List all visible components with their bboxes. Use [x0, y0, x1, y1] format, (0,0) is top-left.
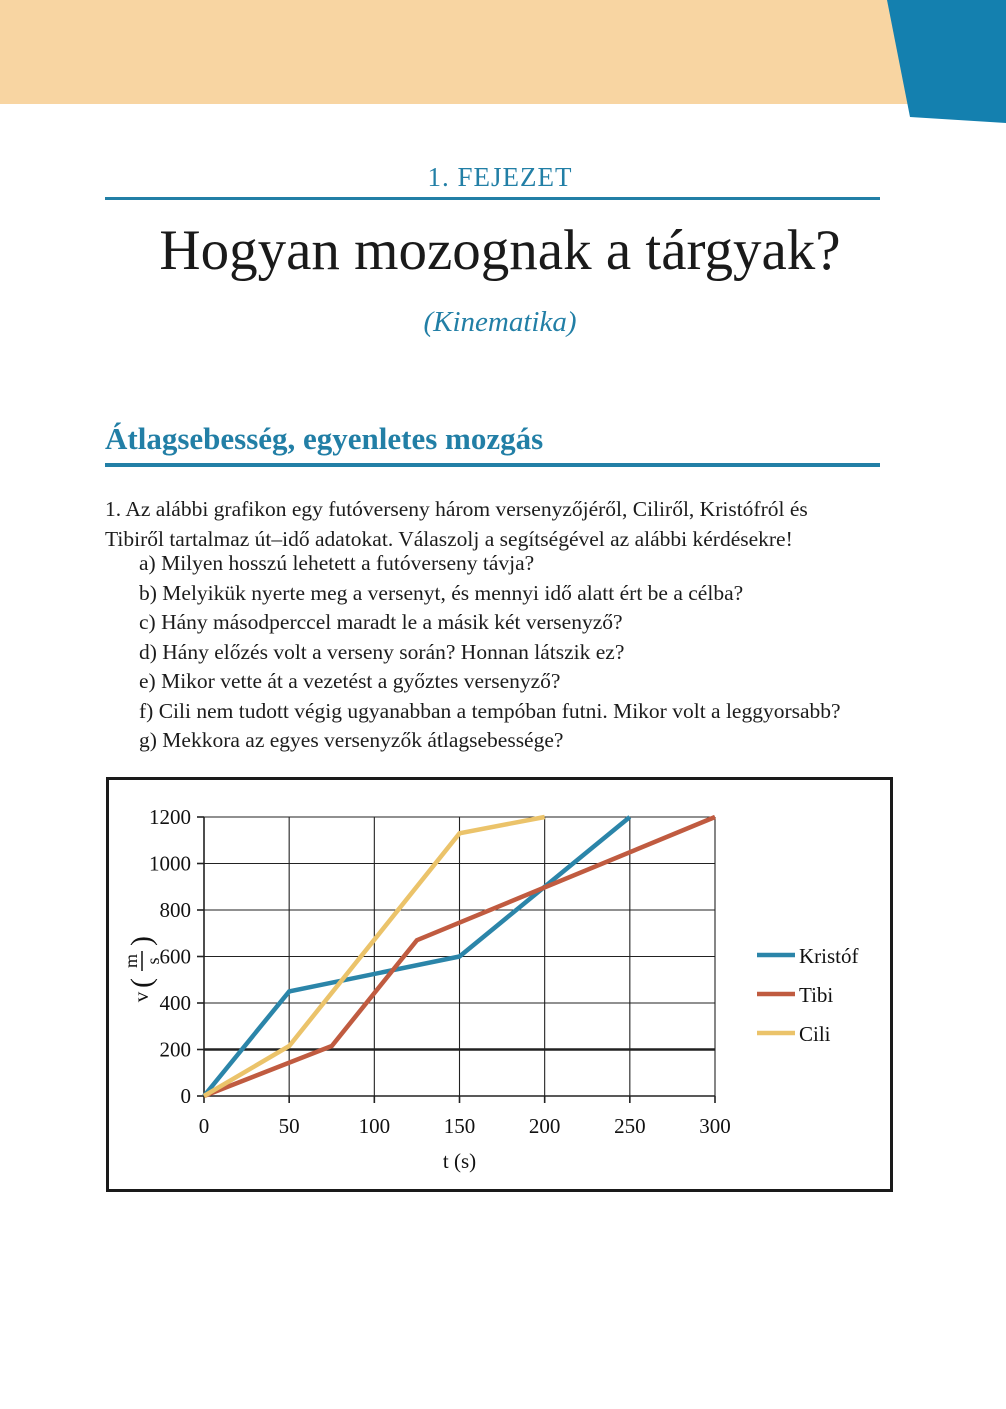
legend-label-tibi: Tibi: [799, 983, 834, 1007]
corner-triangle: [880, 0, 1006, 126]
x-axis-title: t (s): [442, 1149, 477, 1173]
question-item: g) Mekkora az egyes versenyzők átlagsebessége?: [139, 728, 564, 752]
distance-time-chart: [106, 777, 893, 1192]
legend-label-cili: Cili: [799, 1022, 831, 1046]
y-axis-fraction-denominator: s: [143, 957, 163, 965]
question-item: e) Mikor vette át a vezetést a győztes versenyző?: [139, 669, 561, 693]
chart-border: [108, 779, 892, 1191]
corner-triangle-shape: [887, 0, 1006, 123]
y-axis-title-paren-close: ): [125, 936, 158, 946]
intro-line: 1. Az alábbi grafikon egy futóverseny három versenyzőjéről, Ciliről, Kristófról és: [105, 497, 808, 521]
section-heading: Átlagsebesség, egyenletes mozgás: [105, 421, 544, 456]
chart-canvas: [106, 777, 893, 1192]
x-tick-label: 150: [443, 1114, 476, 1138]
y-tick-label: 0: [180, 1084, 191, 1108]
header-band: [0, 0, 1006, 104]
y-tick-label: 800: [159, 898, 191, 922]
question-item: f) Cili nem tudott végig ugyanabban a tempóban futni. Mikor volt a leggyorsabb?: [139, 698, 841, 723]
y-tick-label: 400: [159, 991, 191, 1015]
x-tick-label: 100: [358, 1114, 391, 1138]
y-axis-title-paren-open: (: [125, 978, 158, 988]
page-subtitle: (Kinematika): [423, 306, 577, 338]
y-tick-label: 600: [159, 944, 191, 969]
legend-label-kristf: Kristóf: [799, 944, 859, 968]
question-item: b) Melyikük nyerte meg a versenyt, és mennyi idő alatt ért be a célba?: [139, 580, 744, 605]
intro-line: Tibiről tartalmaz út–idő adatokat. Válaszolj a segítségével az alábbi kérdésekre!: [105, 527, 793, 551]
x-tick-label: 250: [614, 1114, 646, 1138]
y-tick-label: 200: [159, 1037, 191, 1062]
kicker-rule: [105, 197, 880, 200]
x-tick-label: 0: [198, 1114, 210, 1138]
x-tick-label: 200: [528, 1114, 561, 1138]
page-title: Hogyan mozognak a tárgyak?: [159, 219, 841, 282]
y-axis-title-prefix: v: [129, 991, 153, 1003]
question-item: d) Hány előzés volt a verseny során? Honnan látszik ez?: [139, 639, 625, 664]
y-axis-fraction-numerator: m: [121, 953, 141, 969]
chapter-kicker: 1. FEJEZET: [427, 162, 573, 192]
question-list: [139, 549, 919, 756]
y-tick-label: 1000: [149, 851, 191, 876]
question-item: a) Milyen hosszú lehetett a futóverseny távja?: [139, 551, 535, 575]
x-tick-label: 300: [699, 1114, 731, 1138]
x-tick-label: 50: [278, 1114, 300, 1138]
section-rule: [105, 463, 880, 467]
y-tick-label: 1200: [149, 805, 191, 829]
problem-intro: [105, 494, 895, 554]
question-item: c) Hány másodperccel maradt le a másik két versenyző?: [139, 610, 623, 634]
